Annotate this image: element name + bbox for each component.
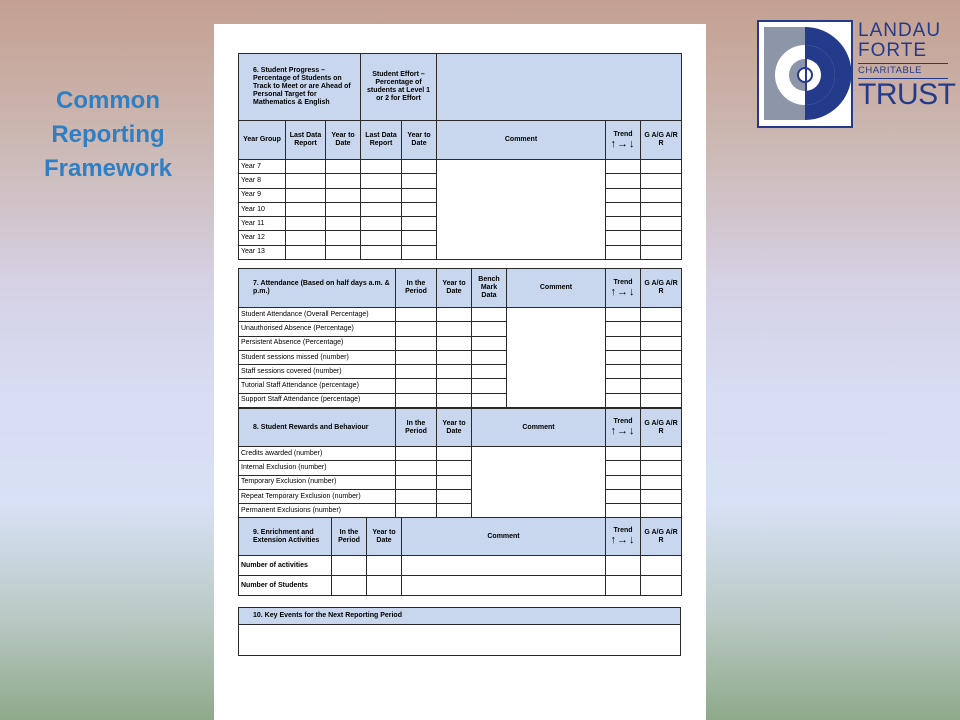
trend-header xyxy=(606,409,641,447)
row-label: Year 11 xyxy=(239,217,286,231)
in-period-header: In the Period xyxy=(332,518,367,556)
comment-cell xyxy=(437,160,606,260)
section-7-table xyxy=(238,268,682,408)
year-to-date-header: Year to Date xyxy=(367,518,402,556)
effort-heading: Student Effort – Percentage of students at Level 1 or 2 for Effort xyxy=(361,54,437,121)
comment-header: Comment xyxy=(507,269,606,308)
rag-header: G A/G A/R R xyxy=(641,121,682,160)
section-8-table xyxy=(238,408,682,518)
progress-heading: 6. Student Progress – Percentage of Students on Track to Meet or are Ahead of Personal Target for Mathematics & English xyxy=(239,54,361,121)
year-to-date-header: Year to Date xyxy=(326,121,361,160)
title-line: Common xyxy=(56,87,160,114)
row-label: Year 12 xyxy=(239,231,286,245)
trend-label: Trend xyxy=(613,527,633,534)
logo-line: CHARITABLE xyxy=(858,63,948,79)
title-line: Reporting xyxy=(51,121,165,148)
row-label: Student sessions missed (number) xyxy=(239,350,396,364)
in-period-header: In the Period xyxy=(396,269,437,308)
trend-arrows-icon: ↑→↓ xyxy=(610,137,636,150)
rag-header: G A/G A/R R xyxy=(641,269,682,308)
rag-header: G A/G A/R R xyxy=(641,518,682,556)
key-events-body xyxy=(239,625,681,656)
row-label: Year 10 xyxy=(239,202,286,216)
row-label: Repeat Temporary Exclusion (number) xyxy=(239,489,396,503)
row-label: Internal Exclusion (number) xyxy=(239,461,396,475)
row-label: Persistent Absence (Percentage) xyxy=(239,336,396,350)
row-label: Staff sessions covered (number) xyxy=(239,365,396,379)
comment-header: Comment xyxy=(472,409,606,447)
trend-header xyxy=(606,518,641,556)
row-label: Permanent Exclusions (number) xyxy=(239,504,396,518)
rag-header: G A/G A/R R xyxy=(641,409,682,447)
logo-wordmark xyxy=(858,20,956,111)
row-label: Tutorial Staff Attendance (percentage) xyxy=(239,379,396,393)
trend-label: Trend xyxy=(613,278,633,286)
bench-mark-header: Bench Mark Data xyxy=(472,269,507,308)
rewards-heading: 8. Student Rewards and Behaviour xyxy=(239,409,396,447)
logo-line: TRUST xyxy=(858,78,956,111)
trend-label: Trend xyxy=(613,130,633,138)
comment-header: Comment xyxy=(437,121,606,160)
year-to-date-header: Year to Date xyxy=(402,121,437,160)
row-label: Number of Students xyxy=(239,576,332,596)
attendance-heading: 7. Attendance (Based on half days a.m. & p.m.) xyxy=(239,269,396,308)
comment-header: Comment xyxy=(402,518,606,556)
row-label: Year 9 xyxy=(239,188,286,202)
row-label: Year 7 xyxy=(239,160,286,174)
last-data-report-header: Last Data Report xyxy=(286,121,326,160)
year-to-date-header: Year to Date xyxy=(437,409,472,447)
row-label: Year 8 xyxy=(239,174,286,188)
comment-cell xyxy=(472,447,606,518)
row-label: Number of activities xyxy=(239,556,332,576)
slide-title xyxy=(18,84,198,186)
year-group-header: Year Group xyxy=(239,121,286,160)
row-label: Support Staff Attendance (percentage) xyxy=(239,393,396,407)
row-label: Unauthorised Absence (Percentage) xyxy=(239,322,396,336)
row-label: Temporary Exclusion (number) xyxy=(239,475,396,489)
enrichment-heading: 9. Enrichment and Extension Activities xyxy=(239,518,332,556)
last-data-report-header: Last Data Report xyxy=(361,121,402,160)
logo-line: LANDAU xyxy=(858,20,942,41)
trend-arrows-icon: ↑→↓ xyxy=(610,534,636,546)
section-10-table xyxy=(238,607,681,656)
title-line: Framework xyxy=(43,155,173,182)
row-label: Credits awarded (number) xyxy=(239,447,396,461)
trend-arrows-icon: ↑→↓ xyxy=(610,425,636,437)
trend-header xyxy=(606,269,641,308)
trend-header xyxy=(606,121,641,160)
heading-blank xyxy=(437,54,682,121)
row-label: Year 13 xyxy=(239,245,286,259)
row-label: Student Attendance (Overall Percentage) xyxy=(239,308,396,322)
in-period-header: In the Period xyxy=(396,409,437,447)
section-6-table xyxy=(238,53,682,260)
section-9-table xyxy=(238,517,682,596)
trend-label: Trend xyxy=(613,418,633,425)
year-to-date-header: Year to Date xyxy=(437,269,472,308)
comment-cell xyxy=(507,308,606,408)
logo-line: FORTE xyxy=(858,40,928,61)
trend-arrows-icon: ↑→↓ xyxy=(610,285,636,298)
key-events-heading: 10. Key Events for the Next Reporting Period xyxy=(239,608,681,625)
